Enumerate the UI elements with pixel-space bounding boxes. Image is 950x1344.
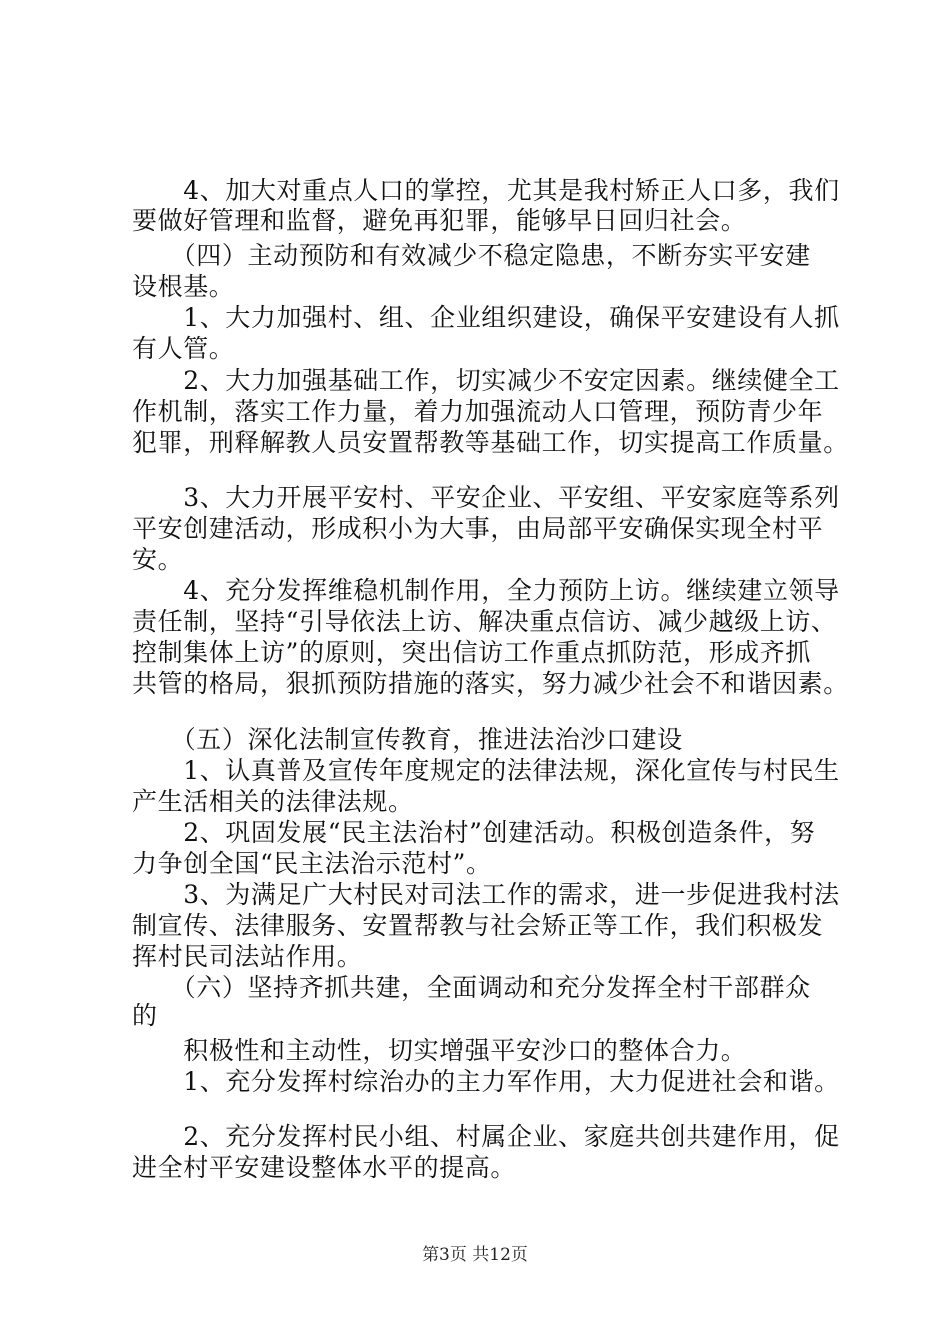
page-footer: 第3页 共12页 — [422, 1245, 528, 1265]
paragraph-line: 作机制，落实工作力量，着力加强流动人口管理，预防青少年 — [132, 397, 824, 426]
paragraph-line: 有人管。 — [132, 334, 235, 363]
paragraph-line: 力争创全国“民主法治示范村”。 — [132, 849, 492, 878]
paragraph-line: 产生活相关的法律法规。 — [132, 787, 414, 816]
paragraph-line: 4、加大对重点人口的掌控，尤其是我村矫正人口多，我们 — [132, 176, 840, 205]
paragraph-line: 共管的格局，狠抓预防措施的落实，努力减少社会不和谐因素。 — [132, 669, 849, 698]
paragraph-line: 要做好管理和监督，避免再犯罪，能够早日回归社会。 — [132, 206, 747, 235]
paragraph-line: 安。 — [132, 545, 184, 574]
paragraph-line: 2、巩固发展“民主法治村”创建活动。积极创造条件，努 — [132, 818, 816, 847]
paragraph-line: 责任制，坚持“引导依法上访、解决重点信访、减少越级上访、 — [132, 607, 837, 636]
paragraph-line: 2、充分发挥村民小组、村属企业、家庭共创共建作用，促 — [132, 1122, 840, 1151]
paragraph-line: 设根基。 — [132, 272, 235, 301]
paragraph-line: 1、充分发挥村综治办的主力军作用，大力促进社会和谐。 — [132, 1067, 840, 1096]
paragraph-line: 控制集体上访”的原则，突出信访工作重点抓防范，形成齐抓 — [132, 638, 811, 667]
paragraph-line: 制宣传、法律服务、安置帮教与社会矫正等工作，我们积极发 — [132, 911, 824, 940]
paragraph-line: 平安创建活动，形成积小为大事，由局部平安确保实现全村平 — [132, 514, 824, 543]
paragraph-line: 挥村民司法站作用。 — [132, 942, 363, 971]
paragraph-line: 2、大力加强基础工作，切实减少不安定因素。继续健全工 — [132, 366, 840, 395]
paragraph-line: （五）深化法制宣传教育，推进法治沙口建设 — [132, 725, 683, 754]
paragraph-line: 进全村平安建设整体水平的提高。 — [132, 1153, 517, 1182]
paragraph-line: 1、大力加强村、组、企业组织建设，确保平安建设有人抓 — [132, 303, 840, 332]
paragraph-line: 积极性和主动性，切实增强平安沙口的整体合力。 — [132, 1036, 747, 1065]
paragraph-line: （四）主动预防和有效减少不稳定隐患，不断夯实平安建 — [132, 241, 811, 270]
paragraph-line: 4、充分发挥维稳机制作用，全力预防上访。继续建立领导 — [132, 576, 840, 605]
paragraph-line: 1、认真普及宣传年度规定的法律法规，深化宣传与村民生 — [132, 756, 840, 785]
paragraph-line: （六）坚持齐抓共建，全面调动和充分发挥全村干部群众 — [132, 973, 811, 1002]
paragraph-line: 犯罪，刑释解教人员安置帮教等基础工作，切实提高工作质量。 — [132, 428, 849, 457]
paragraph-line: 3、大力开展平安村、平安企业、平安组、平安家庭等系列 — [132, 483, 840, 512]
paragraph-line: 的 — [132, 1001, 158, 1030]
paragraph-line: 3、为满足广大村民对司法工作的需求，进一步促进我村法 — [132, 880, 840, 909]
